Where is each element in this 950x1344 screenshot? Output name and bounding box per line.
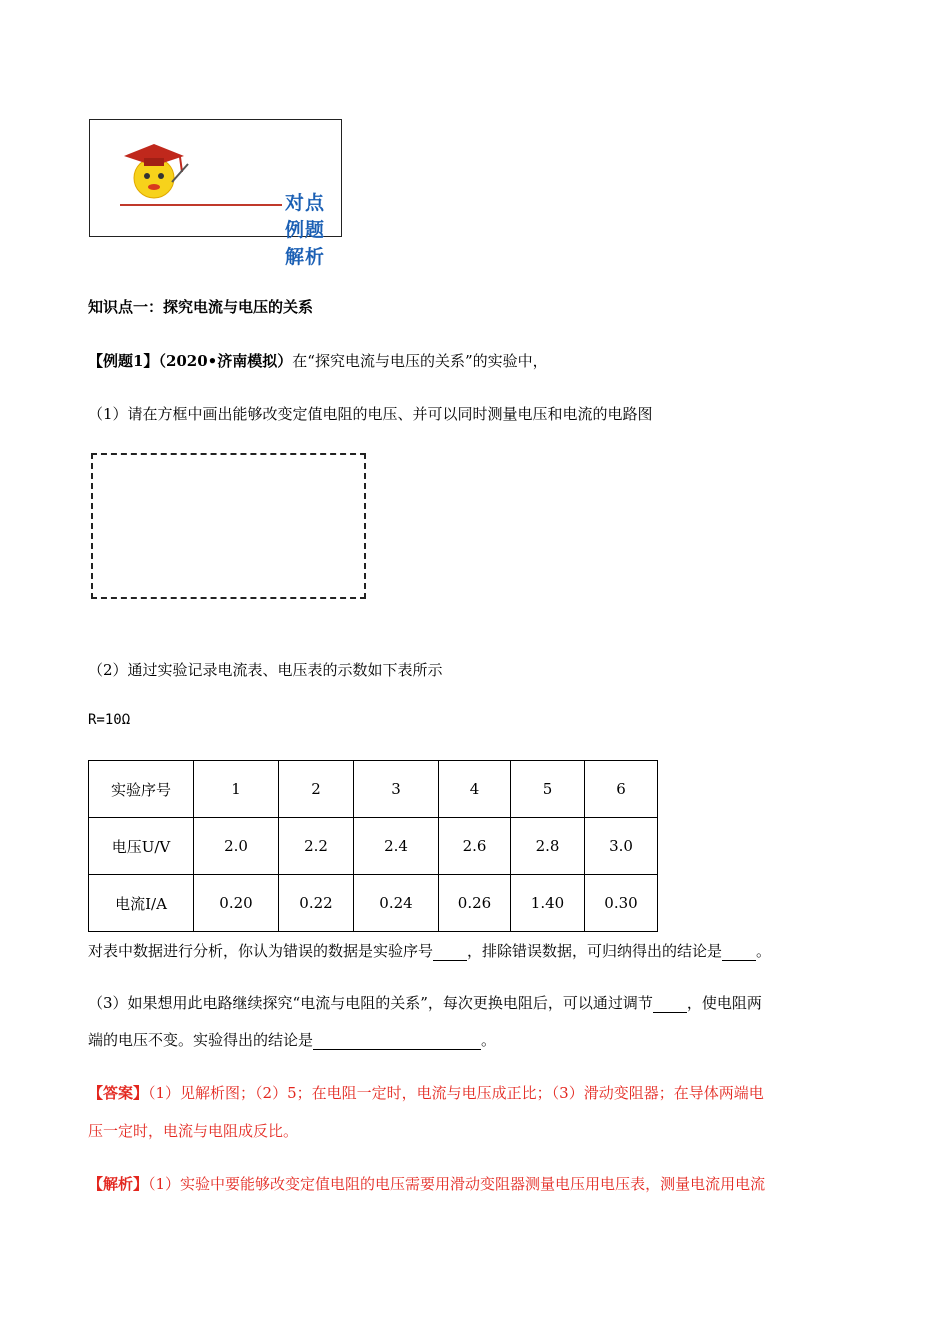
question-1: （1）请在方框中画出能够改变定值电阻的电压、并可以同时测量电压和电流的电路图 <box>88 405 653 423</box>
question-2: （2）通过实验记录电流表、电压表的示数如下表所示 <box>88 661 443 679</box>
table-cell: 0.24 <box>354 875 439 932</box>
example-tag: 【例题1】 <box>88 352 159 370</box>
question-3-line-2 <box>88 1029 496 1050</box>
table-row <box>89 875 658 932</box>
table-cell: 0.22 <box>279 875 354 932</box>
followup-text-1: 对表中数据进行分析，你认为错误的数据是实验序号 <box>88 942 434 960</box>
logo-text: 对点例题解析 <box>285 192 326 268</box>
table-cell: 0.26 <box>439 875 511 932</box>
table-cell: 2.2 <box>279 818 354 875</box>
circuit-drawing-box <box>91 453 366 599</box>
table-cell: 2 <box>279 761 354 818</box>
table-cell: 1 <box>194 761 279 818</box>
answer-blank <box>722 942 756 961</box>
question-2-followup <box>88 940 771 961</box>
q3-text-3: 端的电压不变。实验得出的结论是 <box>88 1031 314 1049</box>
table-cell: 2.8 <box>511 818 585 875</box>
table-cell: 2.0 <box>194 818 279 875</box>
followup-text-3: 。 <box>756 942 772 960</box>
table-row <box>89 818 658 875</box>
table-cell: 1.40 <box>511 875 585 932</box>
answer-blank <box>653 994 687 1013</box>
question-3-line-1 <box>88 992 762 1013</box>
table-cell: 0.30 <box>585 875 658 932</box>
q3-text-2: ，使电阻两 <box>686 994 762 1012</box>
table-cell: 0.20 <box>194 875 279 932</box>
answer-line-2: 压一定时，电流与电阻成反比。 <box>88 1122 299 1140</box>
analysis-tag: 【解析】 <box>88 1175 149 1193</box>
table-cell: 2.6 <box>439 818 511 875</box>
table-row <box>89 761 658 818</box>
data-table <box>88 760 658 932</box>
table-cell: 5 <box>511 761 585 818</box>
example-heading <box>88 350 548 371</box>
section-logo <box>89 119 342 268</box>
answer-blank <box>313 1031 481 1050</box>
table-cell: 3.0 <box>585 818 658 875</box>
answer-line-1 <box>88 1082 764 1103</box>
table-cell: 4 <box>439 761 511 818</box>
table-cell: 6 <box>585 761 658 818</box>
q3-text-4: 。 <box>481 1031 497 1049</box>
table-cell: 电压U/V <box>89 818 194 875</box>
followup-text-2: ，排除错误数据，可归纳得出的结论是 <box>467 942 723 960</box>
analysis-text-1: （1）实验中要能够改变定值电阻的电压需要用滑动变阻器测量电压用电压表，测量电流用电流 <box>148 1175 766 1193</box>
table-cell: 3 <box>354 761 439 818</box>
table-cell: 电流I/A <box>89 875 194 932</box>
analysis-line-1 <box>88 1173 765 1194</box>
answer-tag: 【答案】 <box>88 1084 149 1102</box>
example-source: （2020•济南模拟） <box>158 352 293 370</box>
graduation-cap-smiley-icon <box>114 134 194 204</box>
table-cell: 实验序号 <box>89 761 194 818</box>
resistance-value: R=10Ω <box>88 712 131 728</box>
table-cell: 2.4 <box>354 818 439 875</box>
answer-blank <box>433 942 467 961</box>
logo-underline <box>120 204 282 206</box>
example-intro: 在“探究电流与电压的关系”的实验中， <box>292 352 548 370</box>
q3-text-1: （3）如果想用此电路继续探究“电流与电阻的关系”，每次更换电阻后，可以通过调节 <box>88 994 653 1012</box>
answer-text-1: （1）见解析图；（2）5；在电阻一定时，电流与电压成正比；（3）滑动变阻器；在导体两端电 <box>148 1084 764 1102</box>
section-title: 知识点一：探究电流与电压的关系 <box>88 298 314 316</box>
